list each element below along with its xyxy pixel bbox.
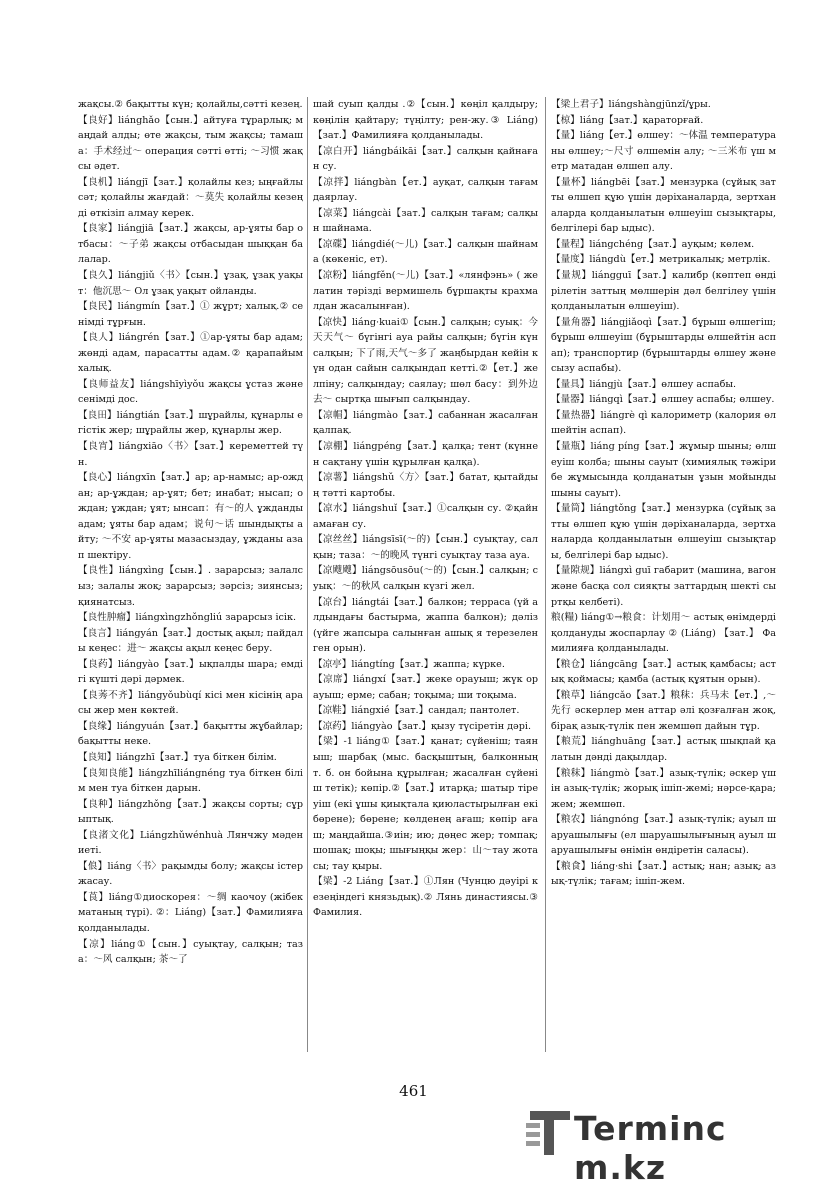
termincom-logo[interactable] <box>526 1105 816 1187</box>
dictionary-entry: 【粮荒】liánghuāng【зат.】астық шықпай қалатын дәнді дақылдар. <box>551 736 776 763</box>
dictionary-entry: 【良家】liángjiā【зат.】жақсы, ар-ұяты бар отбасы：～子弟 жақсы отбасыдан шыққан балалар. <box>78 223 303 266</box>
dictionary-entry: 【良种】liángzhǒng【зат.】жақсы сорты; сұрыптық. <box>78 798 303 826</box>
dictionary-entry: 【椋】liáng【зат.】қараторғай. <box>551 114 704 126</box>
dictionary-entry: 【量规】liángguī【зат.】калибр (көптеп өндірілетін заттың мөлшерін дәл белгілеу үшін қолданылатын өлшеуіш). <box>551 270 776 313</box>
dictionary-entry: 【良民】liángmín【зат.】① жұрт; халық.② сенімді тұрғын. <box>78 301 303 328</box>
dictionary-entry: 【量具】liángjù【зат.】өлшеу аспабы. <box>551 378 737 390</box>
logo-text: Terminc m.kz <box>574 1109 727 1187</box>
dictionary-entry: 【凉飕飕】liángsōusōu(～的)【сын.】салқын; суық：～的秋风 салқын күзгі жел. <box>313 565 538 592</box>
dictionary-entry: 【良好】liánghǎo【сын.】айтуға тұрарлық; маңдай алды; өте жақсы, тым жақсы; тамаша：手术经过～ операция сәтті өтті; ～习惯 жақсы әдет. <box>78 114 303 173</box>
column-divider-2 <box>545 97 546 1052</box>
dictionary-entry: 【粮仓】liángcāng【зат.】астық қамбасы; астық қоймасы; қамба (астық құятын орын). <box>551 658 776 686</box>
dictionary-entry: 【量角器】liángjiǎoqì【зат.】бұрыш өлшегіш; бұрыш өлшеуіш (бұрыштарды өлшейтін аспап); транспортир (бұрыштарды өлшеу және сызу аспабы). <box>551 316 776 375</box>
dictionary-entry: 【良药】liángyào【зат.】ықпалды шара; емдігі күшті дәрі дәрмек. <box>78 658 303 686</box>
dictionary-entry: 【粮食】liáng·shi【зат.】астық; нан; азық; азық-түлік; тағам; ішіп-жем. <box>551 860 776 888</box>
dictionary-entry: 【量热器】liángrè qì калориметр (калория өлшейтін аспап). <box>551 409 776 437</box>
dictionary-entry: 【量筒】liángtǒng【зат.】мензурка (сұйық затты өлшеп құю үшін дәріханаларда, зертханаларда қолданылатын өлшеуіш сызықтары, белгілері бар ыдыс). <box>551 503 776 561</box>
dictionary-entry: 【凉席】liángxí【зат.】жеке орауыш; жүк орауыш; ерме; сабан; тоқыма; ши тоқыма. <box>313 674 538 701</box>
dictionary-entry: 【良性】liángxìng【сын.】. зарарсыз; залалсыз; залалы жоқ; зарарсыз; зәрсіз; зиянсыз; қиянатсыз. <box>78 565 303 608</box>
dictionary-entry: 【良性肿瘤】liángxìngzhǒngliú зарарсыз ісік. <box>78 612 297 624</box>
dictionary-entry: 【梁上君子】liángshàngjūnzǐ/ұры. <box>551 99 711 110</box>
dictionary-entry: 【凉棚】liángpéng【зат.】қалқа; тент (күннен сақтану үшін құрылған қалқа). <box>313 441 538 468</box>
column-3 <box>551 97 776 1062</box>
dictionary-entry: 【良心】liángxīn【зат.】ар; ар-намыс; ар-ождан; ар-ұждан; ар-ұят; бет; инабат; нысап; ождан; ұждан; ұят; ынсап：有～的人 ұжданды адам; ұяты бар адам；说句～话 шындықты айту; ～不安 ар-ұяты мазасыздау, ұжданы азап шектіру. <box>78 472 303 561</box>
dictionary-entry: 【良渚文化】Liángzhǔwénhuà Лянчжу мәдениеті. <box>78 829 303 857</box>
dictionary-entry: 【粮草】liángcǎo【зат.】粮秣：兵马未【ет.】,～先行 әскерлер мен аттар әлі қозғалған жоқ,бірақ азық-түлік пен жемшөп дайын тұр. <box>551 689 776 732</box>
dictionary-entry: 【凉药】liángyào【зат.】қызу түсіретін дәрі. <box>313 720 531 732</box>
dictionary-entry: 【粮秣】liángmò【зат.】азық-түлік; әскер үшін азық-түлік; жорық ішіп-жемі; нәрсе-қара; жем; жемшөп. <box>551 767 776 810</box>
column-divider-1 <box>307 97 308 1052</box>
dictionary-entry: 【良宵】liángxiāo〈书〉【зат.】кереметтей түн. <box>78 441 303 468</box>
dictionary-entry: 【凉鞋】liángxié【зат.】сандал; пантолет. <box>313 705 520 717</box>
dictionary-entry: 【凉水】liángshuǐ【зат.】①салқын су. ②қайнамаған су. <box>313 503 538 530</box>
dictionary-entry: 【量度】liángdù【ет.】метрикалық; метрлік. <box>551 254 771 266</box>
dictionary-entry: 【良田】liángtián【зат.】шұрайлы, құнарлы егістік жер; шұрайлы жер, құнарлы жер. <box>78 409 303 437</box>
dictionary-entry: 粮(糧) liáng①→粮食：计划用～ астық өнімдерді қолдануды жоспарлау ② (Liáng) 【зат.】 Фамилияға қолданылады. <box>551 612 776 655</box>
dictionary-entry: шай суып қалды .②【сын.】көңіл қалдыру; көңілін қайтару; түңілту; рен-жу.③ Liáng)【зат.】Фамилияға қолданылады. <box>313 99 538 142</box>
dictionary-entry: 【良莠不齐】liángyǒubùqí кісі мен кісінің арасы жер мен көктей. <box>78 689 303 717</box>
dictionary-entry: 【凉拌】liángbàn【ет.】ауқат, салқын тағам даярлау. <box>313 176 538 204</box>
dictionary-entry: 【凉】liáng①【сын.】суықтау, салқын; таза：～风 салқын; 茶～了 <box>78 938 303 966</box>
dictionary-entry: 【凉快】liáng·kuai①【сын.】салқын; суық：今天天气～ бүгінгі ауа райы салқын; бүгін күн салқын; 下了雨,天气～多了 жаңбырдан кейін күн одан сайын салқындап кетті.②【ет.】желпіну; салқындау; саялау; шөл басу：到外边去～ сыртқа шығып салқындау. <box>313 316 538 406</box>
dictionary-entry: 【凉亭】liángtíng【зат.】жаппа; күрке. <box>313 658 505 670</box>
dictionary-entry: 【量瓶】liáng píng【зат.】жұмыр шыны; өлшеуіш колба; шыны сауыт (химиялық тәжірибе жұмысында қолданатын ұзын мойынды шыны сауыт). <box>551 441 776 499</box>
dictionary-entry: 【良知】liángzhī【зат.】туа біткен білім. <box>78 751 277 763</box>
dictionary-entry: жақсы.② бақытты күн; қолайлы,сәтті кезең. <box>78 99 303 110</box>
page-number: 461 <box>399 1082 428 1100</box>
dictionary-entry: 【凉薯】liángshǔ〈方〉【зат.】батат, қытайдың тәтті картобы. <box>313 472 538 499</box>
dictionary-entry: 【凉帽】liángmào【зат.】сабаннан жасалған қалпақ. <box>313 409 538 437</box>
dictionary-entry: 【量】liáng【ет.】өлшеу：～体温 температураны өлшеу;～尺寸 өлшемін алу; ～三米布 үш метр матадан өлшеп алу. <box>551 130 776 173</box>
column-1 <box>78 97 303 1062</box>
dictionary-entry: 【凉台】liángtái【зат.】балкон; терраса (үй алдындағы бастырма, жаппа балкон); дәліз (үйге жапсыра салынған ашық я терезеленген орын). <box>313 596 538 655</box>
dictionary-entry: 【俍】liáng〈书〉рақымды болу; жақсы істер жасау. <box>78 860 303 888</box>
dictionary-entry: 【梁】-1 liáng①【зат.】қанат; сүйеніш; таяныш; шарбақ (мыс. басқыштың, балконның т. б. он бойына құрылған; жасалған сүйеніш тетік); көпір.②【зат.】итарқа; шатыр тіреуіш (екі ұшы қиықтала қиюластырылған екі бөрене); бөрене; көлденең ағаш; көпір ағаш; маңдайша.③иін; ию; дөңес жер; томпақ; шошақ; шоқы; шығыңқы жер：山～тау жотасы; тау қыры. <box>313 736 538 872</box>
dictionary-entry: 【良缘】liángyuán【зат.】бақытты жұбайлар; бақытты неке. <box>78 720 303 748</box>
dictionary-entry: 【凉粉】liángfěn(～儿)【зат.】«лянфэнь» ( желатин тәрізді вермишель бұршақты крахмалдан жасалынған). <box>313 270 538 313</box>
dictionary-entry: 【凉丝丝】liángsīsī(～的)【сын.】суықтау, салқын; таза：～的晚风 түнгі суықтау таза ауа. <box>313 534 538 561</box>
dictionary-entry: 【量器】liángqì【зат.】өлшеу аспабы; өлшеу. <box>551 394 775 406</box>
dictionary-entry: 【良机】liángjī【зат.】қолайлы кез; ыңғайлы сәт; қолайлы жағдай：～莫失 қолайлы кезеңді өткізіп алмау керек. <box>78 176 303 219</box>
dictionary-entry: 【良知良能】liángzhīliángnéng туа біткен білім мен туа біткен дарын. <box>78 767 303 795</box>
column-2 <box>313 97 538 1062</box>
dictionary-entry: 【良人】liángrén【зат.】①ар-ұяты бар адам; жөнді адам, парасатты адам.② қарапайым халық. <box>78 332 303 375</box>
dictionary-entry: 【良久】liángjiǔ〈书〉【сын.】ұзақ, ұзақ уақыт：他沉思～ Ол ұзақ уақыт ойланды. <box>78 270 303 297</box>
dictionary-entry: 【凉白开】liángbáikāi【зат.】салқын қайнаған су. <box>313 145 538 173</box>
dictionary-entry: 【良言】liángyán【зат.】достық ақыл; пайдалы кеңес：进～ жақсы ақыл кеңес беру. <box>78 627 303 655</box>
dictionary-entry: 【量杯】liángbēi【зат.】мензурка (сұйық затты өлшеп құю үшін дәріханаларда, зертханаларда қолданылатын өлшеуіш сызықтары, белгілері бар ыдыс). <box>551 176 776 235</box>
dictionary-entry: 【莨】liáng①диоскорея：～绸 каочоу (жібек матаның түрі). ②：Liáng)【зат.】Фамилияға қолданылады. <box>78 891 303 934</box>
dictionary-entry: 【凉碟】liángdié(～儿)【зат.】салқын шайнама (көкеніс, ет). <box>313 238 538 266</box>
dictionary-entry: 【量隙规】liángxì guī габарит (машина, вагон және басқа сол сияқты заттардың шекті сыртқы келбеті). <box>551 565 776 608</box>
dictionary-entry: 【梁】-2 Liáng【зат.】①Лян (Чунцю дәуірі кезеңіндегі князьдық).② Лянь династиясы.③Фамилия. <box>313 876 538 919</box>
dictionary-entry: 【量程】liángchéng【зат.】ауқым; көлем. <box>551 238 755 250</box>
dictionary-entry: 【良师益友】liángshīyìyǒu жақсы ұстаз және сенімді дос. <box>78 378 303 406</box>
dictionary-entry: 【凉菜】liángcài【зат.】салқын тағам; салқын шайнама. <box>313 207 538 235</box>
dictionary-entry: 【粮农】liángnóng【зат.】азық-түлік; ауыл шаруашылығы (ел шаруашылығының ауыл шаруашылығы өнімін өндіретін саласы). <box>551 814 776 857</box>
